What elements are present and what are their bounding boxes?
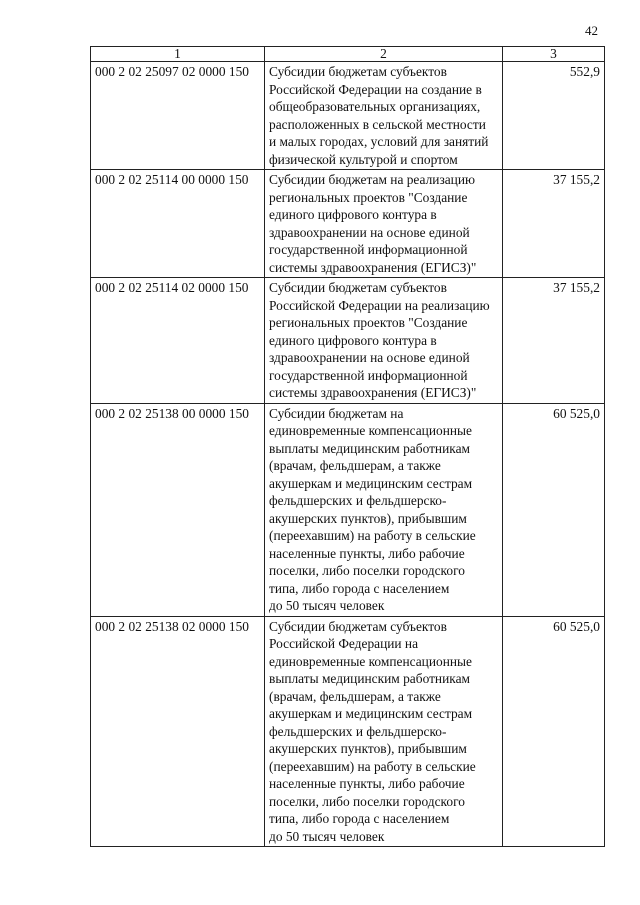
income-name-cell: [265, 403, 503, 616]
table-header: [91, 47, 605, 62]
income-name-line: Российской Федерации на создание в: [269, 81, 482, 97]
income-name-line: акушерских пунктов), прибывшим: [269, 510, 467, 526]
income-name-line: системы здравоохранения (ЕГИСЗ)": [269, 385, 477, 400]
income-name-cell: [265, 62, 503, 170]
income-name-line: до 50 тысяч человек: [269, 828, 385, 844]
income-name-line: населенные пункты, либо рабочие: [269, 545, 465, 561]
table-row: [91, 403, 605, 616]
income-name-line: здравоохранении на основе единой: [269, 350, 470, 365]
income-name-line: региональных проектов "Создание: [269, 189, 468, 205]
amount-cell: 37 155,2: [503, 170, 605, 278]
income-name-line: единовременные компенсационные: [269, 653, 472, 669]
income-name-line: Субсидии бюджетам субъектов: [269, 280, 447, 295]
budget-code-cell: 000 2 02 25138 00 0000 150: [91, 403, 265, 616]
amount-cell: 60 525,0: [503, 403, 605, 616]
income-name-line: государственной информационной: [269, 242, 468, 257]
income-name-line: выплаты медицинским работникам: [269, 671, 470, 686]
income-name-line: (врачам, фельдшерам, а также: [269, 458, 441, 473]
income-name-cell: [265, 616, 503, 847]
page-number: 42: [585, 23, 598, 38]
table-body: [91, 62, 605, 847]
income-name-line: системы здравоохранения (ЕГИСЗ)": [269, 259, 477, 275]
income-name-line: общеобразовательных организациях,: [269, 99, 481, 114]
income-name-line: акушерских пунктов), прибывшим: [269, 741, 467, 756]
income-name-cell: [265, 170, 503, 278]
budget-code-cell: 000 2 02 25114 02 0000 150: [91, 278, 265, 404]
income-name-line: типа, либо города с населением: [269, 580, 450, 596]
budget-code-cell: 000 2 02 25097 02 0000 150: [91, 62, 265, 170]
income-name-line: единовременные компенсационные: [269, 423, 472, 438]
income-name-line: фельдшерских и фельдшерско-: [269, 493, 447, 508]
income-name-line: фельдшерских и фельдшерско-: [269, 723, 447, 739]
income-name-line: и малых городах, условий для занятий: [269, 134, 489, 149]
income-name-line: Субсидии бюджетам на реализацию: [269, 172, 476, 187]
column-header-amount: 3: [503, 47, 605, 62]
budget-table: [90, 46, 605, 847]
income-name-line: акушеркам и медицинским сестрам: [269, 706, 473, 721]
income-name-line: единого цифрового контура в: [269, 332, 437, 348]
income-name-line: поселки, либо поселки городского: [269, 563, 465, 578]
income-name-line: Субсидии бюджетам субъектов: [269, 618, 447, 634]
amount-cell: 552,9: [503, 62, 605, 170]
income-name-line: Российской Федерации на реализацию: [269, 297, 490, 313]
income-name-line: (врачам, фельдшерам, а также: [269, 688, 441, 704]
income-name-line: Субсидии бюджетам на: [269, 405, 404, 421]
table-row: [91, 278, 605, 404]
income-name-line: Российской Федерации на: [269, 636, 419, 651]
income-name-line: населенные пункты, либо рабочие: [269, 776, 465, 791]
income-name-line: до 50 тысяч человек: [269, 598, 385, 613]
budget-code-cell: 000 2 02 25138 02 0000 150: [91, 616, 265, 847]
income-name-line: Субсидии бюджетам субъектов: [269, 64, 447, 79]
income-name-line: поселки, либо поселки городского: [269, 793, 465, 809]
income-name-line: выплаты медицинским работникам: [269, 440, 470, 456]
table-row: [91, 616, 605, 847]
table-row: [91, 170, 605, 278]
budget-code-cell: 000 2 02 25114 00 0000 150: [91, 170, 265, 278]
table-row: [91, 62, 605, 170]
column-header-code: 1: [91, 47, 265, 62]
income-name-line: акушеркам и медицинским сестрам: [269, 475, 473, 491]
income-name-line: единого цифрового контура в: [269, 207, 437, 222]
income-name-line: расположенных в сельской местности: [269, 116, 486, 132]
column-header-name: 2: [265, 47, 503, 62]
income-name-cell: [265, 278, 503, 404]
income-name-line: физической культурой и спортом: [269, 151, 458, 167]
income-name-line: типа, либо города с населением: [269, 811, 450, 826]
income-name-line: государственной информационной: [269, 367, 468, 383]
header-row: [91, 47, 605, 62]
amount-cell: 37 155,2: [503, 278, 605, 404]
income-name-line: региональных проектов "Создание: [269, 315, 468, 330]
income-name-line: здравоохранении на основе единой: [269, 224, 470, 240]
income-name-line: (переехавшим) на работу в сельские: [269, 758, 476, 774]
amount-cell: 60 525,0: [503, 616, 605, 847]
income-name-line: (переехавшим) на работу в сельские: [269, 528, 476, 543]
